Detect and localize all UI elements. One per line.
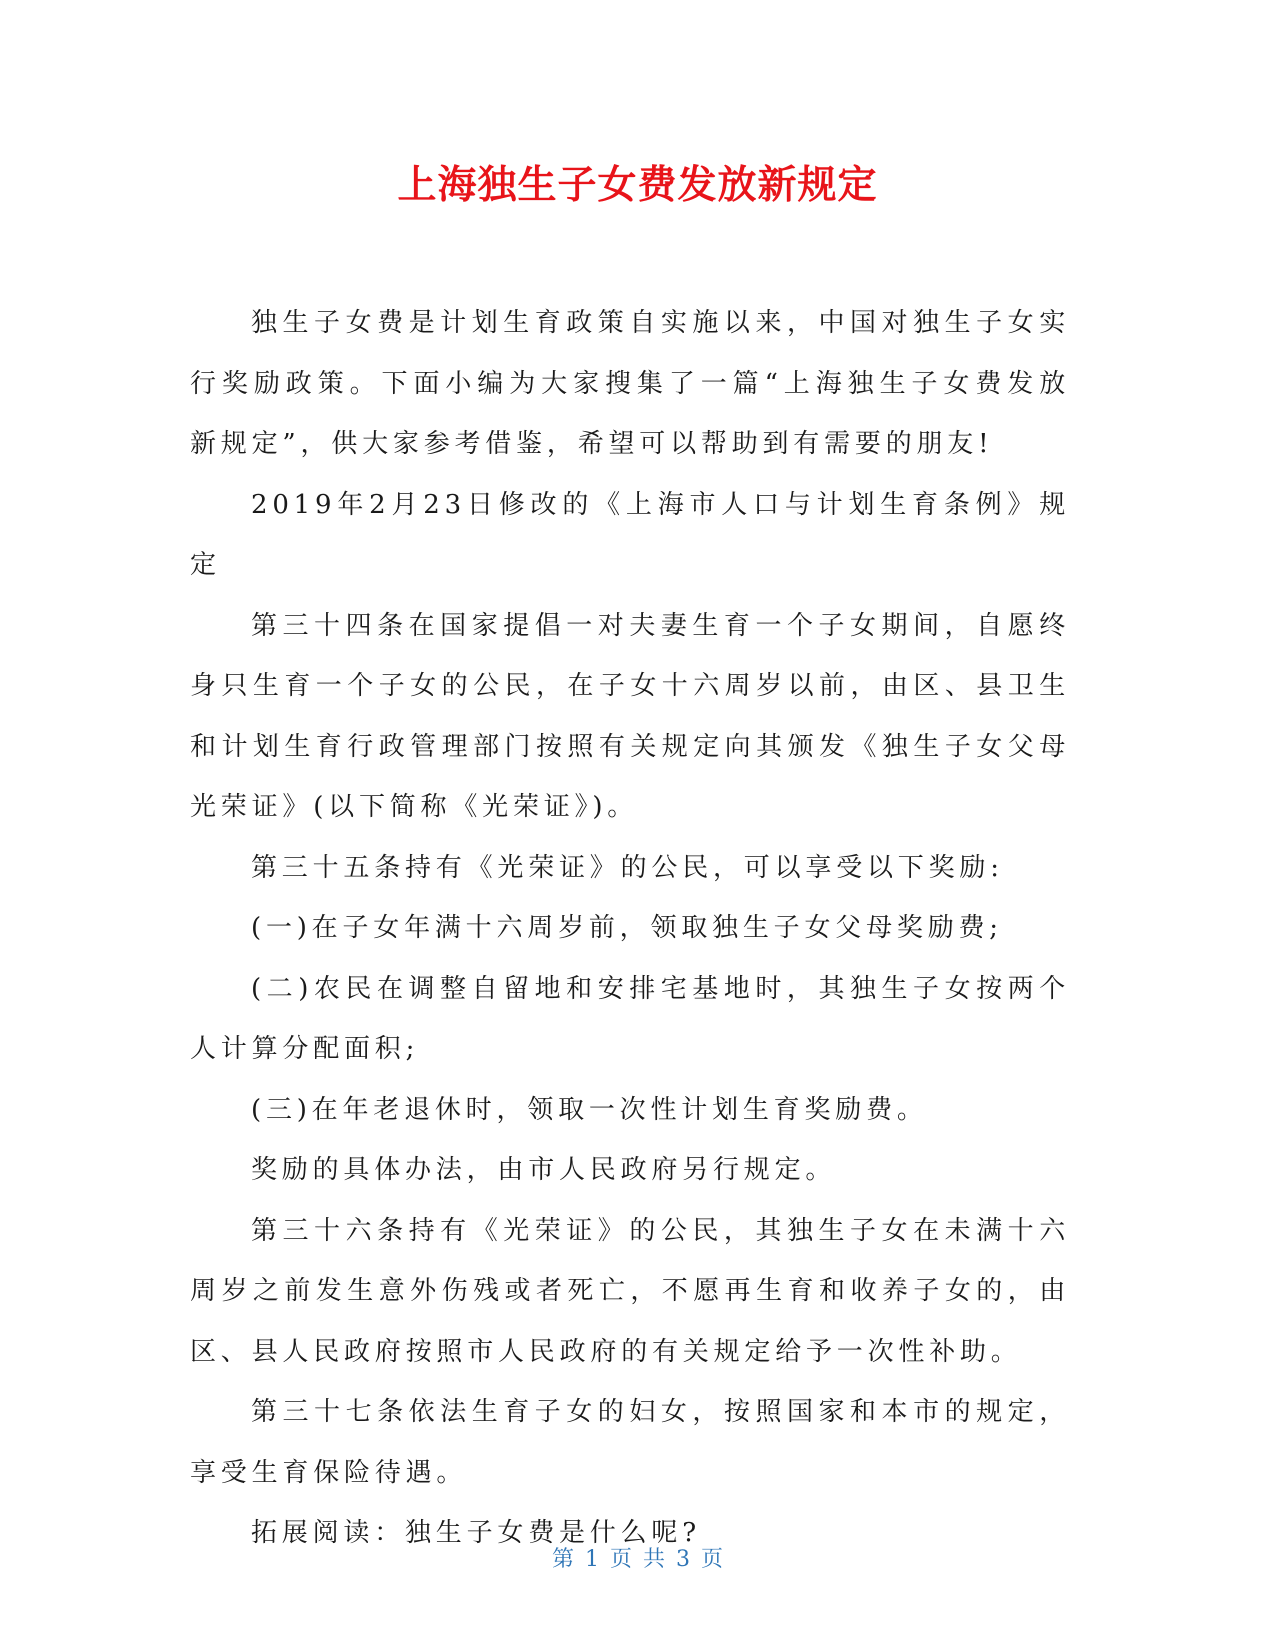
paragraph-item-2: (二)农民在调整自留地和安排宅基地时，其独生子女按两个人计算分配面积;	[190, 973, 1070, 1064]
paragraph-regulation-source: 2019年2月23日修改的《上海市人口与计划生育条例》规定	[190, 489, 1070, 580]
document-body	[190, 293, 1070, 1564]
paragraph-extended-reading: 拓展阅读：独生子女费是什么呢?	[251, 1518, 701, 1548]
paragraph-article-36: 第三十六条持有《光荣证》的公民，其独生子女在未满十六周岁之前发生意外伤残或者死亡，不愿再生育和收养子女的，由区、县人民政府按照市人民政府的有关规定给予一次性补助。	[190, 1215, 1070, 1367]
paragraph-article-34: 第三十四条在国家提倡一对夫妻生育一个子女期间，自愿终身只生育一个子女的公民，在子女十六周岁以前，由区、县卫生和计划生育行政管理部门按照有关规定向其颁发《独生子女父母光荣证》(以下简称《光荣证》)。	[190, 610, 1070, 822]
paragraph-article-37: 第三十七条依法生育子女的妇女，按照国家和本市的规定，享受生育保险待遇。	[190, 1397, 1070, 1488]
paragraph-item-1: (一)在子女年满十六周岁前，领取独生子女父母奖励费;	[251, 913, 1003, 943]
paragraph-reward-method: 奖励的具体办法，由市人民政府另行规定。	[251, 1155, 837, 1185]
paragraph-intro: 独生子女费是计划生育政策自实施以来，中国对独生子女实行奖励政策。下面小编为大家搜集了一篇“上海独生子女费发放新规定”，供大家参考借鉴，希望可以帮助到有需要的朋友!	[190, 308, 1070, 459]
paragraph-article-35: 第三十五条持有《光荣证》的公民，可以享受以下奖励:	[251, 852, 1004, 883]
document-title: 上海独生子女费发放新规定	[397, 163, 878, 208]
paragraph-item-3: (三)在年老退休时，领取一次性计划生育奖励费。	[251, 1094, 928, 1125]
page-number-footer: 第 1 页 共 3 页	[552, 1547, 723, 1572]
